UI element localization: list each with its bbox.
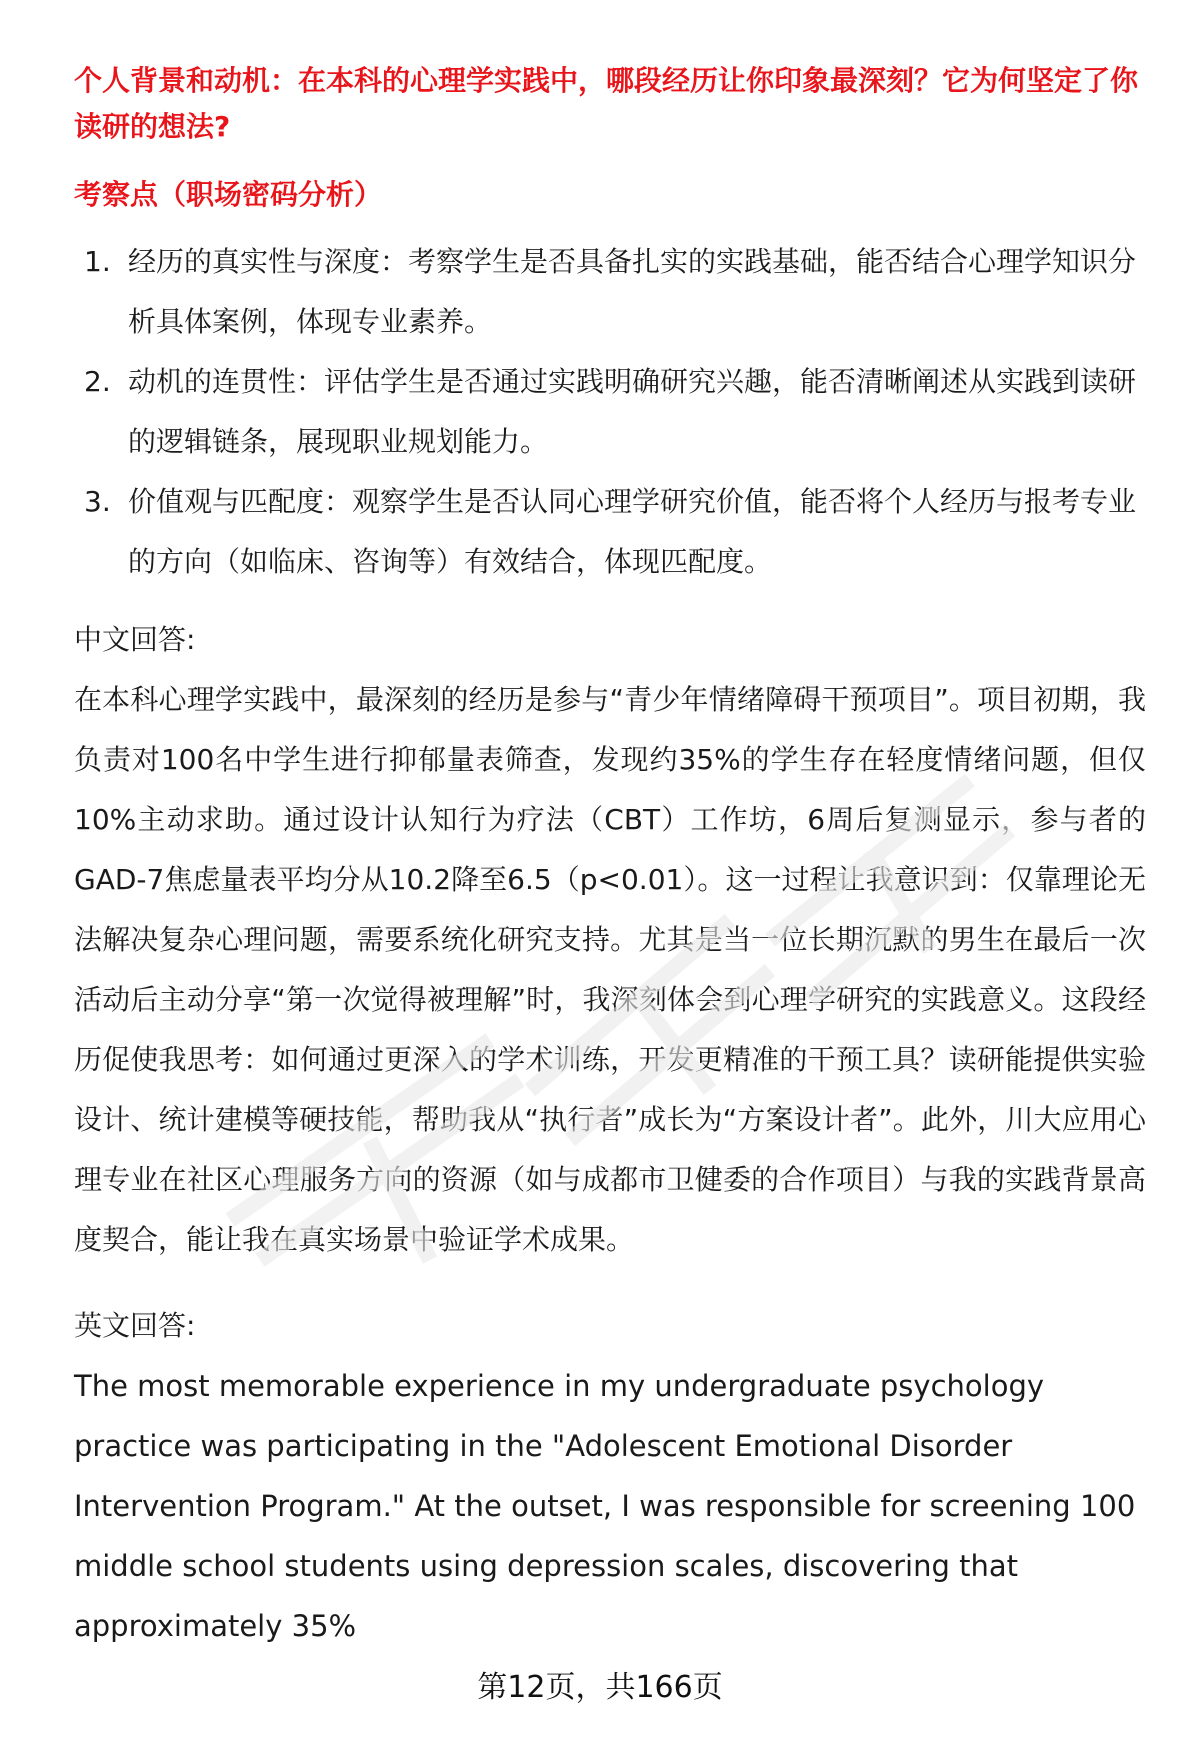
english-answer-text: The most memorable experience in my undergraduate psychology practice was participating in the "Adolescent Emotional Disorder Intervention Program." At the outset, I was responsible for screening 100 middle school students using depression scales, discovering that approximately 35% xyxy=(74,1369,1136,1643)
chinese-answer-label: 中文回答: xyxy=(74,623,196,656)
list-item xyxy=(74,472,1146,592)
list-item-number: 2. xyxy=(84,365,111,398)
list-item-text: 经历的真实性与深度：考察学生是否具备扎实的实践基础，能否结合心理学知识分析具体案例，体现专业素养。 xyxy=(128,245,1137,338)
section-title: 考察点（职场密码分析） xyxy=(74,178,383,211)
list-item-number: 3. xyxy=(84,485,111,518)
assessment-points-list xyxy=(74,232,1146,592)
document-page xyxy=(74,58,1146,1656)
interview-question: 个人背景和动机：在本科的心理学实践中，哪段经历让你印象最深刻？它为何坚定了你读研的想法? xyxy=(74,64,1139,143)
list-item-text: 价值观与匹配度：观察学生是否认同心理学研究价值，能否将个人经历与报考专业的方向（如临床、咨询等）有效结合，体现匹配度。 xyxy=(128,485,1137,578)
list-item-text: 动机的连贯性：评估学生是否通过实践明确研究兴趣，能否清晰阐述从实践到读研的逻辑链条，展现职业规划能力。 xyxy=(128,365,1137,458)
list-item-number: 1. xyxy=(84,245,111,278)
list-item xyxy=(74,232,1146,352)
page-number-footer: 第12页，共166页 xyxy=(477,1670,723,1705)
list-item xyxy=(74,352,1146,472)
chinese-answer-text: 在本科心理学实践中，最深刻的经历是参与“青少年情绪障碍干预项目”。项目初期，我负责对100名中学生进行抑郁量表筛查，发现约35%的学生存在轻度情绪问题，但仅10%主动求助。通过设计认知行为疗法（CBT）工作坊，6周后复测显示，参与者的GAD-7焦虑量表平均分从10.2降至6.5（p<0.01）。这一过程让我意识到：仅靠理论无法解决复杂心理问题，需要系统化研究支持。尤其是当一位长期沉默的男生在最后一次活动后主动分享“第一次觉得被理解”时，我深刻体会到心理学研究的实践意义。这段经历促使我思考：如何通过更深入的学术训练，开发更精准的干预工具？读研能提供实验设计、统计建模等硬技能，帮助我从“执行者”成长为“方案设计者”。此外，川大应用心理专业在社区心理服务方向的资源（如与成都市卫健委的合作项目）与我的实践背景高度契合，能让我在真实场景中验证学术成果。 xyxy=(74,683,1146,1256)
english-answer-label: 英文回答: xyxy=(74,1309,196,1342)
